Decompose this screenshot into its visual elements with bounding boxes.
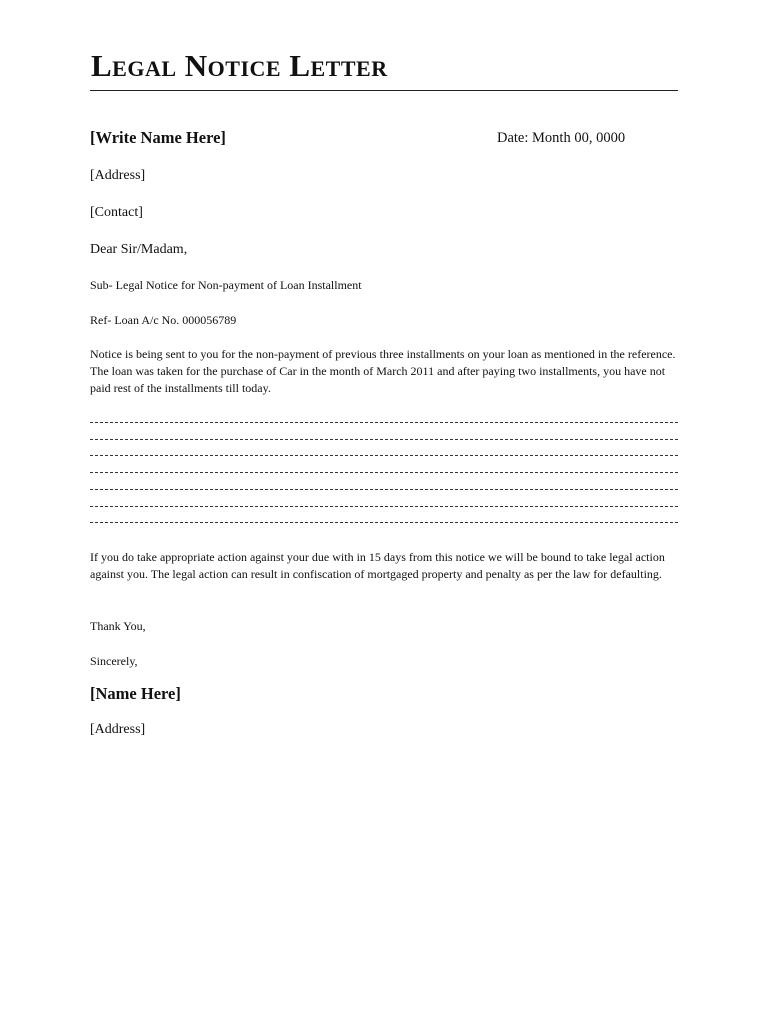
dashed-fill-line [90,522,678,523]
letter-date: Date: Month 00, 0000 [497,130,626,146]
dashed-fill-line [90,422,678,423]
warning-paragraph: If you do take appropriate action against your due with in 15 days from this notice we will be bound to take legal action against you. The legal action can result in confiscation of mortgaged property and penalty as per the law for defaulting. [90,550,665,581]
dashed-fill-line [90,439,678,440]
letter-title: Legal Notice Letter [91,48,388,83]
sender-address: [Address] [90,168,146,183]
title-underline [90,90,678,91]
sender-name: [Write Name Here] [90,128,226,147]
sender-contact: [Contact] [90,205,143,220]
body-paragraph: Notice is being sent to you for the non-payment of previous three installments on your loan as mentioned in the reference. The loan was taken for the purchase of Car in the month of March 2011 and after paying two installments, you have not paid rest of the installments till today. [90,347,676,395]
subject-line: Sub- Legal Notice for Non-payment of Loan Installment [90,278,362,292]
dashed-fill-line [90,506,678,507]
salutation: Dear Sir/Madam, [90,242,188,257]
dashed-fill-line [90,455,678,456]
signatory-name: [Name Here] [90,684,181,703]
blank-fill-lines [90,422,678,532]
reference-line: Ref- Loan A/c No. 000056789 [90,313,237,327]
dashed-fill-line [90,472,678,473]
thanks-line: Thank You, [90,619,146,633]
signatory-address: [Address] [90,722,146,737]
dashed-fill-line [90,489,678,490]
closing-line: Sincerely, [90,654,138,668]
